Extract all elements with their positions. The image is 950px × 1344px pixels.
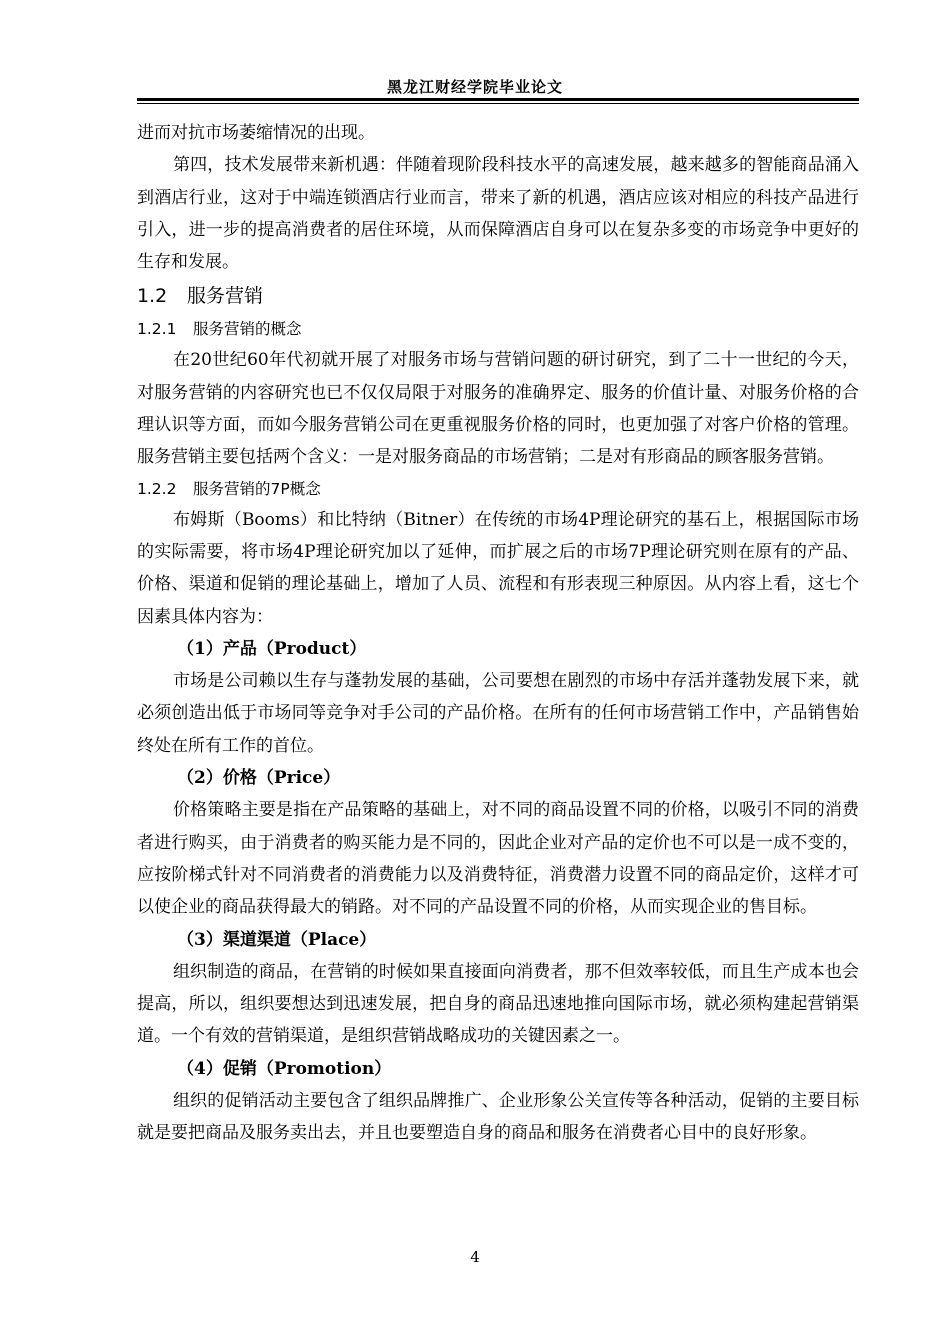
item-heading-promotion: （4）促销（Promotion） [177, 1058, 392, 1079]
section-heading-1-2 [137, 278, 859, 314]
section-heading-1-2-2 [137, 474, 859, 504]
paragraph-7p-concept: 布姆斯（Booms）和比特纳（Bitner）在传统的市场4P理论研究的基石上，根据国际市场的实际需要，将市场4P理论研究加以了延伸，而扩展之后的市场7P理论研究则在原有的产品、价格、渠道和促销的理论基础上，增加了人员、流程和有形表现三种原因。从内容上看，这七个因素具体内容为： [137, 509, 859, 627]
paragraph-fourth-point: 第四，技术发展带来新机遇：伴随着现阶段科技水平的高速发展，越来越多的智能商品涌入到酒店行业，这对于中端连锁酒店行业而言，带来了新的机遇，酒店应该对相应的科技产品进行引入，进一步的提高消费者的居住环境，从而保障酒店自身可以在复杂多变的市场竞争中更好的生存和发展。 [137, 155, 859, 273]
item-text-place: 组织制造的商品，在营销的时候如果直接面向消费者，那不但效率较低，而且生产成本也会提高，所以，组织要想达到迅速发展，把自身的商品迅速地推向国际市场，就必须构建起营销渠道。一个有效的营销渠道，是组织营销战略成功的关键因素之一。 [137, 961, 859, 1047]
item-heading-price: （2）价格（Price） [177, 768, 341, 789]
header-rule-thick [137, 98, 859, 101]
section-number: 1.2.2 [137, 479, 177, 498]
paragraph-service-marketing-concept: 在20世纪60年代初就开展了对服务市场与营销问题的研讨研究，到了二十一世纪的今天，对服务营销的内容研究也已不仅仅局限于对服务的准确界定、服务的价值计量、对服务价格的合理认识等方面，而如今服务营销公司在更重视服务价格的同时，也更加强了对客户价格的管理。服务营销主要包括两个含义：一是对服务商品的市场营销；二是对有形商品的顾客服务营销。 [137, 350, 859, 468]
running-header: 黑龙江财经学院毕业论文 [386, 78, 563, 96]
header-rule-thin [137, 103, 859, 104]
section-title: 服务营销的概念 [193, 320, 302, 339]
section-title: 服务营销 [187, 285, 264, 308]
section-heading-1-2-1 [137, 314, 859, 344]
item-text-promotion: 组织的促销活动主要包含了组织品牌推广、企业形象公关宣传等各种活动，促销的主要目标就是要把商品及服务卖出去，并且也要塑造自身的商品和服务在消费者心目中的良好形象。 [137, 1091, 859, 1144]
section-number: 1.2.1 [137, 320, 177, 339]
section-title: 服务营销的7P概念 [193, 479, 321, 498]
item-text-price: 价格策略主要是指在产品策略的基础上，对不同的商品设置不同的价格，以吸引不同的消费者进行购买，由于消费者的购买能力是不同的，因此企业对产品的定价也不可以是一成不变的，应按阶梯式针对不同消费者的消费能力以及消费特征，消费潜力设置不同的商品定价，这样才可以使企业的商品获得最大的销路。对不同的产品设置不同的价格，从而实现企业的售目标。 [137, 800, 859, 918]
paragraph-continuation: 进而对抗市场萎缩情况的出现。 [137, 123, 375, 143]
item-heading-place: （3）渠道渠道（Place） [177, 929, 377, 950]
section-number: 1.2 [137, 285, 168, 308]
item-heading-product: （1）产品（Product） [177, 638, 367, 659]
page-number: 4 [470, 1248, 480, 1266]
page-body [137, 117, 859, 1150]
item-text-product: 市场是公司赖以生存与蓬勃发展的基础，公司要想在剧烈的市场中存活并蓬勃发展下来，就必须创造出低于市场同等竞争对手公司的产品价格。在所有的任何市场营销工作中，产品销售始终处在所有工作的首位。 [137, 671, 859, 756]
